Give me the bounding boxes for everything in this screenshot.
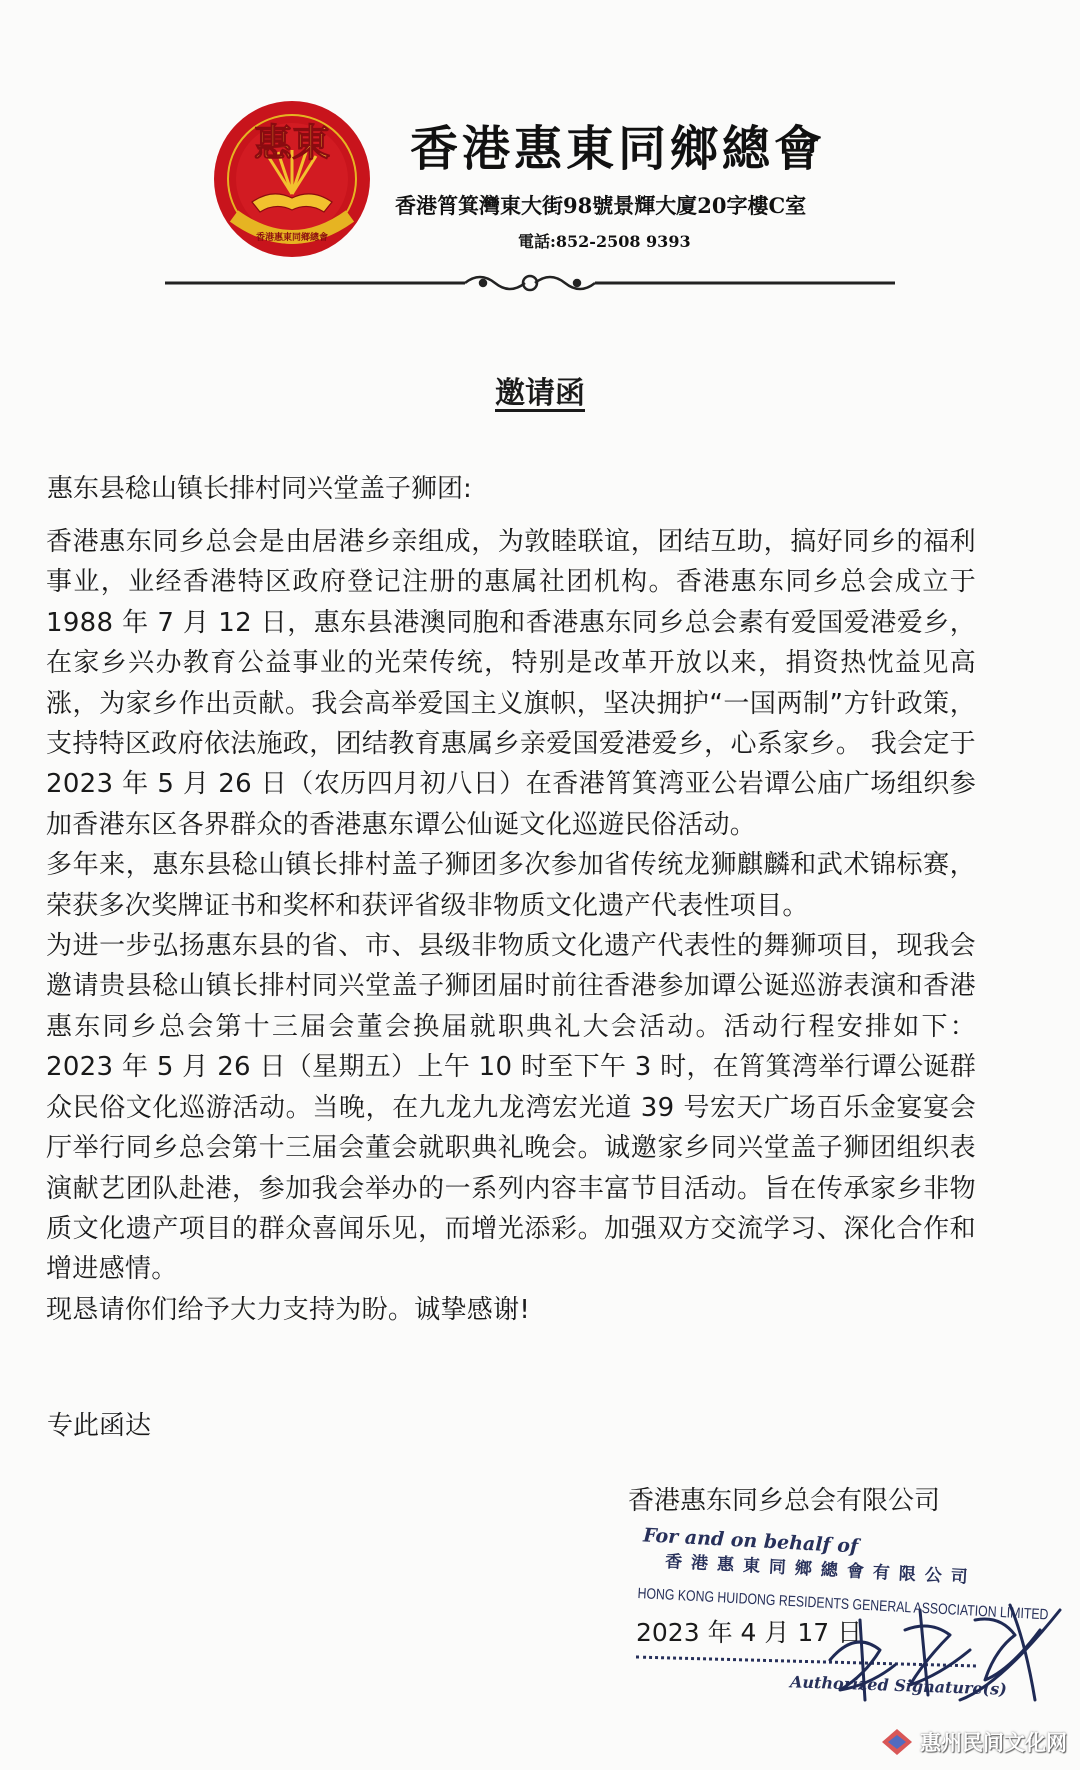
document-title [0, 368, 1080, 412]
paragraph: 现恳请你们给予大力支持为盼。诚挚感谢! [46, 1294, 531, 1325]
site-watermark [880, 1725, 1067, 1759]
association-logo [212, 98, 372, 260]
document-title-text: 邀请函 [495, 376, 585, 411]
closing-line: 专此函达 [47, 1411, 152, 1441]
signature-date: 2023 年 4 月 17 日 [636, 1618, 863, 1647]
watermark-text: 惠州民间文化网 [920, 1731, 1067, 1755]
org-phone: 電話:852-2508 9393 [518, 232, 691, 251]
logo-text: 惠東 [253, 120, 331, 165]
stamp-company-chinese: 香港惠東同鄉總會有限公司 [664, 1551, 978, 1589]
ornamental-divider [165, 268, 895, 298]
org-name: 香港惠東同鄉總會 [410, 121, 827, 177]
watermark-logo-icon [880, 1727, 914, 1757]
paragraph: 多年来，惠东县稔山镇长排村盖子狮团多次参加省传统龙狮麒麟和武术锦标赛，荣获多次奖牌证书和奖杯和获评省级非物质文化遗产代表性项目。 [46, 850, 976, 921]
stamp-company-english: HONG KONG HUIDONG RESIDENTS GENERAL ASSOCIATION LIMITED [637, 1585, 1049, 1624]
paragraph: 香港惠东同乡总会是由居港乡亲组成，为敦睦联谊，团结互助，搞好同乡的福利事业，业经香港特区政府登记注册的惠属社团机构。香港惠东同乡总会成立于 1988 年 7 月 12 日，惠东县港澳同胞和香港惠东同乡总会素有爱国爱港爱乡，在家乡兴办教育公益事业的光荣传统，特别是改革开放以来，捐资热忱益见高涨，为家乡作出贡献。我会高举爱国主义旗帜，坚决拥护“一国两制”方针政策，支持特区政府依法施政，团结教育惠属乡亲爱国爱港爱乡，心系家乡。 我会定于 2023 年 5 月 26 日（农历四月初八日）在香港筲箕湾亚公岩谭公庙广场组织参加香港东区各界群众的香港惠东谭公仙诞文化巡遊民俗活动。 [46, 527, 976, 840]
letter-body [46, 522, 976, 1330]
stamp-on-behalf: For and on behalf of [642, 1524, 859, 1558]
recipient-line: 惠东县稔山镇长排村同兴堂盖子狮团: [47, 474, 472, 504]
signatory-company: 香港惠东同乡总会有限公司 [628, 1486, 941, 1516]
authorized-signature-label: Authorized Signature(s) [789, 1672, 1008, 1699]
paragraph: 为进一步弘扬惠东县的省、市、县级非物质文化遗产代表性的舞狮项目，现我会邀请贵县稔山镇长排村同兴堂盖子狮团届时前往香港参加谭公诞巡游表演和香港惠东同乡总会第十三届会董会换届就职典礼大会活动。活动行程安排如下：2023 年 5 月 26 日（星期五）上午 10 时至下午 3 时，在筲箕湾举行谭公诞群众民俗文化巡游活动。当晚，在九龙九龙湾宏光道 39 号宏天广场百乐金宴宴会厅举行同乡总会第十三届会董会就职典礼晚会。诚邀家乡同兴堂盖子狮团组织表演献艺团队赴港，参加我会举办的一系列内容丰富节目活动。旨在传承家乡非物质文化遗产项目的群众喜闻乐见，而增光添彩。加强双方交流学习、深化合作和增进感情。 [46, 931, 976, 1285]
org-address: 香港筲箕灣東大街98號景輝大廈20字樓C室 [395, 193, 807, 218]
logo-ring-text: 香港惠東同鄉總會 [255, 233, 329, 243]
scroll-ornament-icon [465, 276, 595, 290]
handwritten-signature [810, 1590, 1070, 1710]
